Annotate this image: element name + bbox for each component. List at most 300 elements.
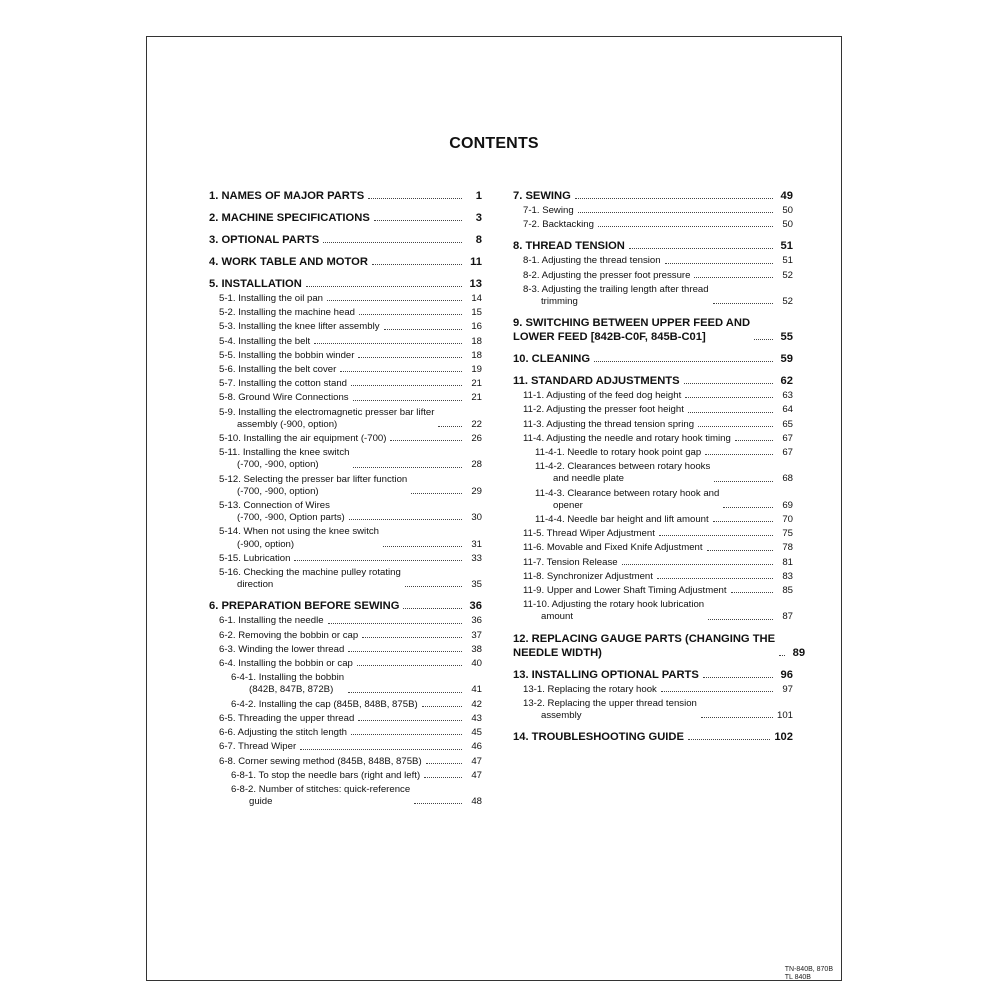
- toc-page-number: 46: [471, 741, 482, 753]
- dot-leader: [340, 371, 462, 372]
- toc-subsection-entry: [209, 713, 482, 725]
- toc-entry-label-line: 6-7. Thread Wiper: [219, 741, 297, 753]
- toc-subsection-entry: [209, 350, 482, 362]
- toc-page-number: 69: [782, 499, 793, 511]
- toc-entry-label: [535, 447, 701, 459]
- dot-leader: [294, 560, 462, 561]
- toc-subsection-entry: [209, 658, 482, 670]
- dot-leader: [351, 734, 462, 735]
- toc-entry-label-line: 6-6. Adjusting the stitch length: [219, 727, 347, 739]
- dot-leader: [374, 220, 462, 221]
- toc-entry-label: [219, 474, 407, 498]
- toc-entry-label: [219, 378, 347, 390]
- toc-entry-label: [219, 526, 379, 550]
- toc-entry-label-line: 11-5. Thread Wiper Adjustment: [523, 528, 655, 540]
- toc-section-entry: [513, 730, 793, 744]
- dot-leader: [353, 467, 462, 468]
- toc-entry-label: [209, 233, 319, 247]
- toc-entry-label-line: 7-2. Backtacking: [523, 219, 594, 231]
- dot-leader: [424, 777, 462, 778]
- toc-entry-label-line: 6-8-1. To stop the needle bars (right and left): [231, 769, 421, 781]
- dot-leader: [685, 397, 773, 398]
- toc-page-number: 78: [782, 542, 793, 554]
- toc-subsection-entry: [209, 500, 482, 524]
- toc-entry-label: [219, 615, 324, 627]
- toc-entry-label: [513, 189, 571, 203]
- document-code-line: TL 840B: [784, 974, 811, 981]
- toc-entry-label: [219, 350, 354, 362]
- toc-page-number: 26: [471, 433, 482, 445]
- toc-subsection-entry: [209, 433, 482, 445]
- toc-page-number: 40: [471, 658, 482, 670]
- toc-page-number: 89: [792, 646, 806, 659]
- dot-leader: [349, 519, 462, 520]
- toc-entry-label-line: 6-4. Installing the bobbin or cap: [219, 658, 353, 670]
- dot-leader: [300, 749, 462, 750]
- toc-page-number: 43: [471, 712, 482, 724]
- toc-entry-label-line: 5-12. Selecting the presser bar lifter function: [219, 473, 408, 485]
- dot-leader: [348, 692, 462, 693]
- dot-leader: [731, 592, 773, 593]
- toc-subsection-entry: [513, 585, 793, 597]
- toc-page-number: 102: [774, 731, 793, 744]
- toc-entry-label: [535, 488, 719, 512]
- toc-subsection-entry: [209, 526, 482, 550]
- toc-section-entry: [513, 239, 793, 253]
- toc-page-number: 85: [782, 585, 793, 597]
- toc-page-number: 52: [782, 296, 793, 308]
- toc-entry-label-line: 7. SEWING: [513, 190, 571, 202]
- toc-page-number: 33: [471, 552, 482, 564]
- toc-entry-label: [513, 316, 750, 344]
- toc-page-number: 52: [782, 269, 793, 281]
- toc-entry-label: [219, 756, 422, 768]
- toc-subsection-entry: [513, 284, 793, 308]
- toc-subsection-entry: [513, 684, 793, 696]
- toc-entry-label-line: 7-1. Sewing: [523, 205, 574, 216]
- toc-subsection-entry: [209, 553, 482, 565]
- toc-subsection-entry: [209, 770, 482, 782]
- dot-leader: [714, 481, 773, 482]
- toc-section-entry: [209, 211, 482, 225]
- toc-subsection-entry: [513, 698, 793, 722]
- dot-leader: [575, 198, 773, 199]
- toc-subsection-entry: [209, 307, 482, 319]
- toc-entry-label-line: 11-4. Adjusting the needle and rotary hook timing: [523, 432, 731, 444]
- toc-entry-label-line: 11-4-4. Needle bar height and lift amount: [535, 514, 709, 526]
- toc-entry-label-line: 10. CLEANING: [513, 353, 591, 366]
- toc-page-number: 13: [469, 278, 482, 290]
- toc-subsection-entry: [513, 488, 793, 512]
- toc-section-entry: [513, 352, 793, 366]
- document-code: [785, 966, 833, 982]
- dot-leader: [684, 383, 773, 384]
- toc-entry-label: [219, 407, 434, 431]
- document-page: [146, 36, 842, 981]
- toc-subsection-entry: [209, 741, 482, 753]
- toc-entry-label-line: 13. INSTALLING OPTIONAL PARTS: [513, 668, 699, 681]
- toc-entry-label: [219, 392, 349, 404]
- toc-entry-label-line: and needle plate: [553, 473, 624, 485]
- dot-leader: [657, 578, 773, 579]
- toc-entry-label: [219, 500, 345, 524]
- toc-entry-label-line: 1. NAMES OF MAJOR PARTS: [209, 190, 365, 202]
- toc-entry-label: [209, 599, 399, 613]
- toc-page-number: 18: [471, 349, 482, 361]
- toc-entry-label-line: 6-3. Winding the lower thread: [219, 643, 345, 655]
- toc-subsection-entry: [513, 255, 793, 267]
- toc-entry-label-line: 5-14. When not using the knee switch: [219, 526, 379, 538]
- toc-entry-label: [219, 630, 358, 642]
- dot-leader: [779, 655, 785, 656]
- toc-entry-label-line: 5-16. Checking the machine pulley rotating: [219, 567, 401, 579]
- toc-subsection-entry: [209, 378, 482, 390]
- toc-entry-label-line: 8-1. Adjusting the thread tension: [523, 255, 661, 267]
- toc-page-number: 96: [780, 668, 793, 681]
- dot-leader: [705, 454, 773, 455]
- toc-entry-label-line: 5-3. Installing the knee lifter assembly: [219, 321, 380, 333]
- toc-entry-label: [219, 658, 353, 670]
- toc-page-number: 28: [471, 459, 482, 471]
- dot-leader: [390, 440, 462, 441]
- dot-leader: [438, 426, 462, 427]
- toc-page-number: 67: [782, 447, 793, 459]
- dot-leader: [713, 521, 773, 522]
- dot-leader: [372, 264, 462, 265]
- dot-leader: [384, 329, 462, 330]
- toc-section-entry: [209, 255, 482, 269]
- toc-entry-label: [523, 284, 709, 308]
- dot-leader: [708, 619, 773, 620]
- toc-entry-label: [523, 270, 690, 282]
- toc-section-entry: [209, 277, 482, 291]
- toc-entry-label: [219, 553, 290, 565]
- toc-page-number: 42: [471, 698, 482, 710]
- toc-subsection-entry: [209, 644, 482, 656]
- toc-entry-label: [523, 255, 661, 267]
- dot-leader: [659, 535, 773, 536]
- toc-entry-label: [513, 632, 775, 660]
- dot-leader: [327, 300, 462, 301]
- toc-entry-label-line: amount: [541, 611, 573, 623]
- toc-entry-label-line: (-700, -900, Option parts): [237, 512, 345, 524]
- toc-entry-label: [513, 374, 680, 388]
- toc-entry-label: [523, 684, 657, 696]
- toc-page-number: 81: [782, 556, 793, 568]
- toc-entry-label-line: (-700, -900, option): [237, 459, 319, 471]
- toc-subsection-entry: [209, 756, 482, 768]
- toc-page-number: 31: [471, 538, 482, 550]
- toc-entry-label-line: (842B, 847B, 872B): [249, 684, 334, 696]
- toc-page-number: 68: [782, 473, 793, 485]
- toc-page-number: 29: [471, 485, 482, 497]
- toc-page-number: 21: [471, 392, 482, 404]
- toc-entry-label: [209, 189, 364, 203]
- toc-entry-label-line: 8-3. Adjusting the trailing length after thread: [523, 283, 709, 295]
- toc-entry-label-line: 11-9. Upper and Lower Shaft Timing Adjustment: [523, 585, 727, 597]
- toc-entry-label: [523, 205, 574, 217]
- toc-entry-label-line: 6-4-2. Installing the cap (845B, 848B, 875B): [231, 698, 418, 710]
- toc-page-number: 51: [780, 240, 793, 253]
- toc-page-number: 101: [776, 710, 793, 722]
- dot-leader: [578, 212, 773, 213]
- toc-entry-label: [219, 447, 349, 471]
- dot-leader: [422, 706, 462, 707]
- toc-entry-label: [209, 255, 368, 269]
- toc-subsection-entry: [513, 542, 793, 554]
- toc-entry-label-line: 5-4. Installing the belt: [219, 335, 311, 347]
- toc-page-number: 51: [782, 255, 793, 267]
- dot-leader: [359, 314, 462, 315]
- toc-entry-label-line: 11-2. Adjusting the presser foot height: [523, 404, 684, 416]
- toc-entry-label: [523, 390, 681, 402]
- dot-leader: [403, 608, 462, 609]
- toc-entry-label: [513, 730, 684, 744]
- toc-page-number: 64: [782, 404, 793, 416]
- toc-page-number: 59: [780, 353, 793, 366]
- dot-leader: [353, 400, 462, 401]
- toc-subsection-entry: [209, 407, 482, 431]
- toc-entry-label-line: 6. PREPARATION BEFORE SEWING: [209, 600, 400, 613]
- dot-leader: [698, 426, 773, 427]
- toc-entry-label-line: NEEDLE WIDTH): [513, 646, 602, 659]
- toc-subsection-entry: [209, 392, 482, 404]
- toc-page-number: 37: [471, 629, 482, 641]
- page-title: CONTENTS: [449, 135, 539, 152]
- toc-entry-label-line: 11-6. Movable and Fixed Knife Adjustment: [523, 542, 703, 554]
- toc-page-number: 11: [470, 256, 482, 268]
- toc-entry-label-line: 5-11. Installing the knee switch: [219, 447, 350, 459]
- toc-page-number: 3: [475, 212, 482, 224]
- toc-subsection-entry: [513, 404, 793, 416]
- toc-entry-label-line: 6-1. Installing the needle: [219, 615, 324, 627]
- toc-page-number: 70: [782, 514, 793, 526]
- toc-entry-label: [219, 336, 310, 348]
- toc-entry-label: [231, 770, 420, 782]
- toc-page-number: 47: [471, 755, 482, 767]
- toc-entry-label: [231, 672, 344, 696]
- toc-entry-label: [523, 599, 704, 623]
- toc-section-entry: [513, 632, 806, 660]
- toc-page-number: 22: [471, 418, 482, 430]
- toc-entry-label: [513, 668, 699, 682]
- toc-subsection-entry: [513, 433, 793, 445]
- toc-subsection-entry: [209, 630, 482, 642]
- toc-section-entry: [209, 233, 482, 247]
- toc-subsection-entry: [513, 514, 793, 526]
- dot-leader: [323, 242, 462, 243]
- toc-subsection-entry: [513, 599, 793, 623]
- toc-entry-label-line: 11-1. Adjusting of the feed dog height: [523, 390, 682, 402]
- dot-leader: [358, 357, 462, 358]
- toc-entry-label-line: 13-1. Replacing the rotary hook: [523, 683, 657, 695]
- dot-leader: [629, 248, 773, 249]
- dot-leader: [754, 339, 773, 340]
- dot-leader: [688, 739, 770, 740]
- toc-section-entry: [513, 189, 793, 203]
- toc-entry-label: [535, 514, 709, 526]
- toc-subsection-entry: [513, 571, 793, 583]
- toc-entry-label-line: 11-3. Adjusting the thread tension spring: [523, 418, 695, 430]
- toc-column-right: [513, 189, 806, 744]
- toc-subsection-entry: [209, 321, 482, 333]
- toc-page-number: 18: [471, 335, 482, 347]
- dot-leader: [411, 493, 462, 494]
- toc-subsection-entry: [513, 447, 793, 459]
- toc-entry-label-line: 2. MACHINE SPECIFICATIONS: [209, 212, 370, 224]
- dot-leader: [383, 546, 462, 547]
- toc-entry-label: [523, 571, 653, 583]
- dot-leader: [661, 691, 773, 692]
- toc-entry-label-line: 5-10. Installing the air equipment (-700): [219, 433, 387, 445]
- toc-entry-label-line: 5-8. Ground Wire Connections: [219, 392, 349, 404]
- toc-subsection-entry: [513, 205, 793, 217]
- toc-subsection-entry: [209, 615, 482, 627]
- toc-page-number: 65: [782, 418, 793, 430]
- toc-page-number: 21: [471, 378, 482, 390]
- toc-entry-label: [523, 528, 655, 540]
- toc-subsection-entry: [209, 364, 482, 376]
- toc-entry-label-line: direction: [237, 579, 274, 591]
- toc-page-number: 50: [782, 219, 793, 231]
- toc-subsection-entry: [209, 699, 482, 711]
- toc-page-number: 36: [471, 615, 482, 627]
- toc-entry-label: [219, 307, 355, 319]
- toc-subsection-entry: [209, 784, 482, 808]
- toc-entry-label-line: assembly (-900, option): [237, 418, 338, 430]
- toc-section-entry: [513, 374, 793, 388]
- toc-entry-label: [219, 727, 347, 739]
- toc-subsection-entry: [209, 567, 482, 591]
- toc-page-number: 55: [780, 331, 793, 344]
- dot-leader: [351, 385, 462, 386]
- toc-entry-label: [209, 211, 370, 225]
- dot-leader: [314, 343, 462, 344]
- dot-leader: [694, 277, 773, 278]
- toc-page-number: 16: [471, 321, 482, 333]
- toc-subsection-entry: [209, 727, 482, 739]
- toc-subsection-entry: [513, 390, 793, 402]
- toc-entry-label: [219, 644, 344, 656]
- toc-entry-label-line: 14. TROUBLESHOOTING GUIDE: [513, 731, 684, 744]
- toc-entry-label: [513, 239, 625, 253]
- toc-entry-label: [219, 433, 386, 445]
- toc-subsection-entry: [209, 474, 482, 498]
- dot-leader: [701, 717, 773, 718]
- toc-entry-label-line: 11-4-1. Needle to rotary hook point gap: [535, 447, 702, 459]
- dot-leader: [665, 263, 773, 264]
- document-code-line: TN-840B, 870B: [784, 966, 833, 973]
- toc-entry-label-line: opener: [553, 499, 583, 511]
- toc-entry-label: [535, 461, 710, 485]
- toc-page-number: 19: [471, 364, 482, 376]
- dot-leader: [348, 651, 462, 652]
- toc-entry-label-line: 13-2. Replacing the upper thread tension: [523, 697, 697, 709]
- toc-subsection-entry: [513, 528, 793, 540]
- toc-entry-label-line: 3. OPTIONAL PARTS: [209, 234, 320, 246]
- dot-leader: [713, 303, 773, 304]
- toc-subsection-entry: [513, 419, 793, 431]
- dot-leader: [358, 720, 462, 721]
- toc-subsection-entry: [513, 461, 793, 485]
- toc-page-number: 62: [780, 375, 793, 388]
- toc-section-entry: [209, 599, 482, 613]
- toc-entry-label-line: guide: [249, 796, 273, 808]
- toc-entry-label: [513, 352, 590, 366]
- dot-leader: [703, 677, 773, 678]
- toc-subsection-entry: [209, 293, 482, 305]
- toc-page-number: 41: [471, 684, 482, 696]
- dot-leader: [688, 412, 773, 413]
- toc-page-number: 83: [782, 570, 793, 582]
- toc-entry-label-line: 6-8. Corner sewing method (845B, 848B, 875B): [219, 755, 422, 767]
- toc-entry-label-line: 5-9. Installing the electromagnetic presser bar lifter: [219, 406, 435, 418]
- toc-subsection-entry: [513, 270, 793, 282]
- toc-page-number: 97: [782, 683, 793, 695]
- dot-leader: [368, 198, 462, 199]
- toc-entry-label-line: 5-6. Installing the belt cover: [219, 364, 337, 376]
- toc-section-entry: [209, 189, 482, 203]
- toc-entry-label: [219, 713, 354, 725]
- toc-page-number: 1: [475, 190, 482, 202]
- toc-page-number: 63: [782, 390, 793, 402]
- toc-entry-label: [209, 277, 302, 291]
- toc-entry-label-line: 6-5. Threading the upper thread: [219, 712, 355, 724]
- toc-section-entry: [513, 668, 793, 682]
- toc-page-number: 8: [475, 234, 482, 246]
- toc-entry-label: [523, 585, 727, 597]
- dot-leader: [328, 623, 462, 624]
- toc-entry-label-line: 12. REPLACING GAUGE PARTS (CHANGING THE: [513, 632, 776, 645]
- toc-entry-label: [219, 741, 296, 753]
- toc-page-number: 50: [782, 205, 793, 216]
- toc-entry-label-line: 11-7. Tension Release: [523, 556, 618, 568]
- toc-entry-label-line: (-900, option): [237, 538, 295, 550]
- toc-entry-label-line: 5-5. Installing the bobbin winder: [219, 349, 355, 361]
- toc-page-number: 67: [782, 432, 793, 444]
- toc-entry-label-line: 5-13. Connection of Wires: [219, 500, 330, 512]
- toc-entry-label-line: 8. THREAD TENSION: [513, 240, 625, 253]
- toc-entry-label-line: 5. INSTALLATION: [209, 278, 302, 290]
- toc-entry-label: [231, 699, 418, 711]
- dot-leader: [357, 665, 462, 666]
- dot-leader: [426, 763, 462, 764]
- toc-entry-label: [219, 364, 336, 376]
- dot-leader: [594, 361, 773, 362]
- dot-leader: [362, 637, 462, 638]
- toc-page-number: 49: [780, 190, 793, 202]
- toc-section-entry: [513, 316, 793, 344]
- toc-subsection-entry: [209, 336, 482, 348]
- toc-entry-label-line: 11-10. Adjusting the rotary hook lubrication: [523, 599, 705, 611]
- dot-leader: [723, 507, 773, 508]
- toc-page-number: 38: [471, 643, 482, 655]
- toc-page-number: 14: [471, 293, 482, 304]
- toc-subsection-entry: [513, 557, 793, 569]
- dot-leader: [622, 564, 773, 565]
- toc-entry-label-line: trimming: [541, 296, 578, 308]
- dot-leader: [707, 550, 773, 551]
- toc-entry-label-line: 9. SWITCHING BETWEEN UPPER FEED AND: [513, 317, 751, 330]
- dot-leader: [735, 440, 773, 441]
- toc-entry-label: [523, 433, 731, 445]
- toc-entry-label-line: 6-4-1. Installing the bobbin: [231, 672, 345, 684]
- toc-page-number: 87: [782, 611, 793, 623]
- dot-leader: [306, 286, 462, 287]
- toc-entry-label-line: 5-1. Installing the oil pan: [219, 293, 323, 304]
- toc-entry-label: [523, 698, 697, 722]
- toc-entry-label-line: 11-4-3. Clearance between rotary hook and: [535, 487, 720, 499]
